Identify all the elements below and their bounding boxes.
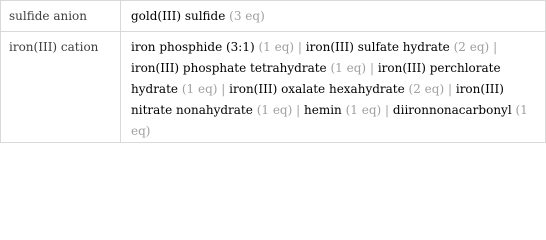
equivalents-note: (1 eq) [345,103,382,117]
compound-name: iron(III) phosphate tetrahydrate [131,61,327,75]
equivalents-note: (1 eq) [131,103,528,138]
compound-list [121,1,546,32]
equivalents-note: (3 eq) [229,9,265,23]
compound-name: hemin [304,103,342,117]
compound-name: iron(III) perchlorate hydrate [131,61,501,96]
row-label: sulfide anion [1,1,121,32]
compound-name: iron(III) oxalate hexahydrate [229,82,405,96]
separator: | [369,61,374,75]
separator: | [297,40,302,54]
equivalents-note: (1 eq) [330,61,367,75]
equivalents-note: (1 eq) [258,40,295,54]
separator: | [296,103,301,117]
separator: | [447,82,453,96]
compound-name: gold(III) sulfide [131,9,226,23]
compound-name: iron(III) nitrate nonahydrate [131,82,504,117]
equivalents-note: (1 eq) [256,103,293,117]
separator: | [221,82,226,96]
separator: | [385,103,390,117]
table-row [1,1,546,32]
compound-list [121,32,546,143]
compound-name: iron phosphide (3:1) [131,40,255,54]
equivalents-note: (2 eq) [453,40,490,54]
equivalents-note: (2 eq) [408,82,445,96]
separator: | [493,40,498,54]
equivalents-note: (1 eq) [181,82,218,96]
compound-name: iron(III) sulfate hydrate [305,40,450,54]
compound-name: diironnonacarbonyl [392,103,512,117]
table-row [1,32,546,143]
row-label: iron(III) cation [1,32,121,143]
